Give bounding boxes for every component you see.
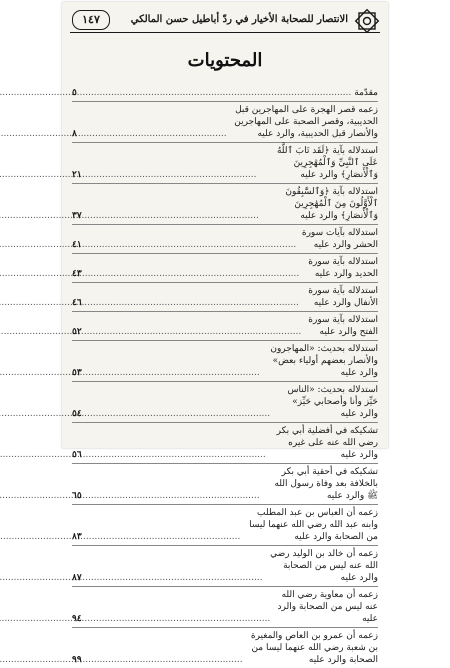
running-title: الانتصار للصحابة الأخيار في ردّ أباطيل حسن المالكي	[130, 14, 348, 25]
toc-heading: المحتويات	[187, 50, 263, 71]
toc-entry[interactable]: استدلاله بآية ﴿لَقَد تَابَ ٱللَّهُ عَلَى ٱلنَّبِيِّ وَٱلْمُهَٰجِرِينَ وَٱلْأَنصَارِ﴾ والرد عليه ..... ٢١	[72, 142, 378, 181]
book-page	[62, 2, 388, 665]
toc-entry[interactable]: استدلاله بحديث: «الناس حَيِّز وأنا وأصحابي حَيِّز» والرد عليه ..... ٥٤	[72, 381, 378, 420]
toc-entry[interactable]: تشكيكه في أفضلية أبي بكر رضي الله عنه على غيره والرد عليه ..... ٥٦	[72, 422, 378, 461]
toc-entry[interactable]: تشكيكه في أحقية أبي بكر بالخلافة بعد وفاة رسول الله ﷺ والرد عليه ..... ٦٥	[72, 463, 378, 502]
toc-entry[interactable]: استدلاله بحديث: «المهاجرون والأنصار بعضهم أولياء بعض» والرد عليه ..... ٥٣	[72, 340, 378, 379]
toc-entry[interactable]: زعمه أن العباس بن عبد المطلب وابنه عبد الله رضي الله عنهما ليسا من الصحابة والرد عليه ..... ٨٣	[72, 504, 378, 543]
header-divider	[70, 32, 380, 33]
ornament-icon	[354, 8, 380, 34]
toc-entry[interactable]: استدلاله بآية سورة الفتح والرد عليه ..... ٥٢	[72, 311, 378, 338]
toc-entry[interactable]: استدلاله بآية سورة الأنفال والرد عليه ..... ٤٦	[72, 282, 378, 309]
toc-entry[interactable]: زعمه أن خالد بن الوليد رضي الله عنه ليس من الصحابة والرد عليه ..... ٨٧	[72, 545, 378, 584]
page-number: ١٤٧	[72, 10, 110, 30]
table-of-contents	[72, 86, 378, 668]
toc-entry[interactable]: استدلاله بآية سورة الحديد والرد عليه ..... ٤٣	[72, 253, 378, 280]
toc-entry[interactable]: استدلاله بآيات سورة الحشر والرد عليه ..... ٤١	[72, 224, 378, 251]
toc-entry[interactable]: زعمه قصر الهجرة على المهاجرين قبل الحديبية، وقصر الصحبة على المهاجرين والأنصار قبل الحديبية، والرد عليه ..... ٨	[72, 101, 378, 140]
toc-entry[interactable]: استدلاله بآية ﴿وَٱلسَّٰبِقُونَ ٱلْأَوَّلُونَ مِنَ ٱلْمُهَٰجِرِينَ وَٱلْأَنصَارِ﴾ والرد عليه ..... ٣٧	[72, 183, 378, 222]
toc-entry[interactable]: زعمه أن عمرو بن العاص والمغيرة بن شعبة رضي الله عنهما ليسا من الصحابة والرد عليه ..... ٩٩	[72, 627, 378, 666]
toc-entry[interactable]: زعمه أن معاوية رضي الله عنه ليس من الصحابة والرد عليه ..... ٩٤	[72, 586, 378, 625]
page-header	[70, 8, 380, 38]
toc-entry[interactable]: مقدّمة ..... ٥	[72, 86, 378, 99]
